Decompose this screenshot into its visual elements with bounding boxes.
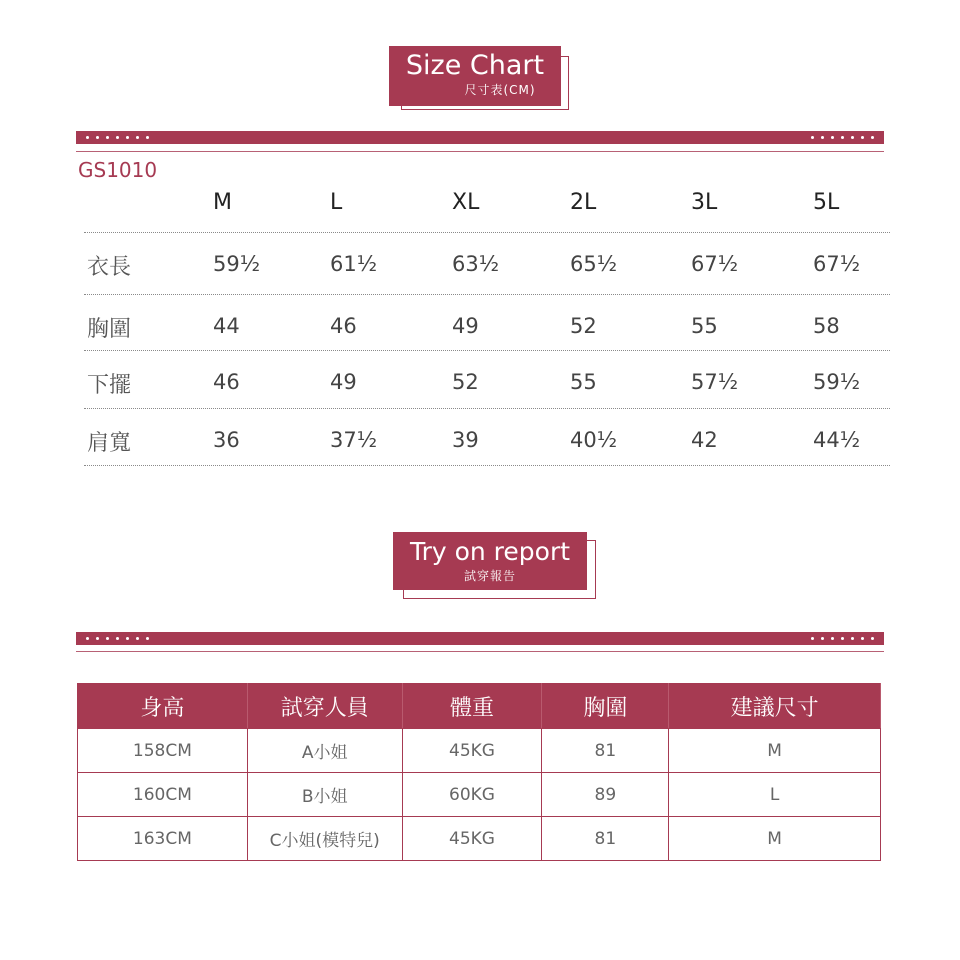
- size-header-m: M: [213, 190, 232, 215]
- decorative-rule-top-underline: [76, 151, 884, 152]
- measurement-value: 44: [213, 314, 240, 338]
- rule-dots-right: [811, 131, 874, 144]
- tryon-cell-person: C小姐(模特兒): [247, 817, 402, 861]
- measurement-value: 55: [570, 370, 597, 394]
- dotted-separator: [84, 350, 890, 351]
- tryon-header-height: 身高: [78, 684, 248, 729]
- tryon-cell-height: 160CM: [78, 773, 248, 817]
- measurement-value: 39: [452, 428, 479, 452]
- dotted-separator: [84, 465, 890, 466]
- decorative-rule-bottom-underline: [76, 651, 884, 652]
- dotted-separator: [84, 232, 890, 233]
- measurement-value: 46: [330, 314, 357, 338]
- measurement-value: 59½: [213, 252, 261, 276]
- measurement-value: 49: [330, 370, 357, 394]
- measurement-label: 胸圍: [87, 317, 132, 342]
- measurement-value: 57½: [691, 370, 739, 394]
- rule-dots-left: [86, 131, 149, 144]
- dotted-separator: [84, 408, 890, 409]
- measurement-value: 59½: [813, 370, 861, 394]
- tryon-title: Try on report: [409, 537, 571, 566]
- size-chart-badge: [389, 46, 571, 112]
- tryon-cell-size: L: [669, 773, 881, 817]
- tryon-badge: [393, 532, 598, 600]
- decorative-rule-bottom: [76, 632, 884, 645]
- rule-dots-left: [86, 632, 149, 645]
- dotted-separator: [84, 294, 890, 295]
- measurement-value: 46: [213, 370, 240, 394]
- measurement-label: 衣長: [87, 255, 132, 280]
- size-chart-badge-box: [389, 46, 561, 106]
- size-chart-title: Size Chart: [405, 50, 545, 81]
- tryon-cell-weight: 60KG: [402, 773, 542, 817]
- tryon-cell-bust: 81: [542, 729, 669, 773]
- table-row: [78, 817, 881, 861]
- decorative-rule-top: [76, 131, 884, 144]
- product-code: GS1010: [78, 158, 158, 182]
- size-header-l: L: [330, 190, 343, 215]
- measurement-value: 67½: [691, 252, 739, 276]
- measurement-value: 52: [452, 370, 479, 394]
- tryon-cell-weight: 45KG: [402, 729, 542, 773]
- measurement-value: 52: [570, 314, 597, 338]
- measurement-value: 63½: [452, 252, 500, 276]
- measurement-value: 36: [213, 428, 240, 452]
- size-header-5l: 5L: [813, 190, 840, 215]
- tryon-header-bust: 胸圍: [542, 684, 669, 729]
- measurement-value: 37½: [330, 428, 378, 452]
- tryon-header-person: 試穿人員: [247, 684, 402, 729]
- measurement-value: 58: [813, 314, 840, 338]
- tryon-cell-size: M: [669, 729, 881, 773]
- tryon-cell-person: B小姐: [247, 773, 402, 817]
- measurement-value: 55: [691, 314, 718, 338]
- tryon-cell-weight: 45KG: [402, 817, 542, 861]
- tryon-cell-person: A小姐: [247, 729, 402, 773]
- measurement-value: 67½: [813, 252, 861, 276]
- tryon-header-row: [78, 684, 881, 729]
- size-header-2l: 2L: [570, 190, 597, 215]
- measurement-label: 下擺: [87, 373, 132, 398]
- measurement-value: 61½: [330, 252, 378, 276]
- tryon-cell-height: 158CM: [78, 729, 248, 773]
- tryon-header-suggested-size: 建議尺寸: [669, 684, 881, 729]
- measurement-value: 42: [691, 428, 718, 452]
- table-row: [78, 773, 881, 817]
- tryon-cell-height: 163CM: [78, 817, 248, 861]
- tryon-subtitle: 試穿報告: [463, 569, 516, 583]
- tryon-cell-bust: 89: [542, 773, 669, 817]
- size-header-xl: XL: [452, 190, 480, 215]
- measurement-label: 肩寬: [87, 431, 132, 456]
- size-header-3l: 3L: [691, 190, 718, 215]
- tryon-header-weight: 體重: [402, 684, 542, 729]
- rule-dots-right: [811, 632, 874, 645]
- measurement-value: 49: [452, 314, 479, 338]
- tryon-cell-size: M: [669, 817, 881, 861]
- table-row: [78, 729, 881, 773]
- tryon-cell-bust: 81: [542, 817, 669, 861]
- measurement-value: 65½: [570, 252, 618, 276]
- measurement-value: 44½: [813, 428, 861, 452]
- tryon-table: [77, 683, 881, 861]
- measurement-value: 40½: [570, 428, 618, 452]
- tryon-badge-box: [393, 532, 587, 590]
- size-chart-subtitle: 尺寸表(CM): [464, 83, 536, 97]
